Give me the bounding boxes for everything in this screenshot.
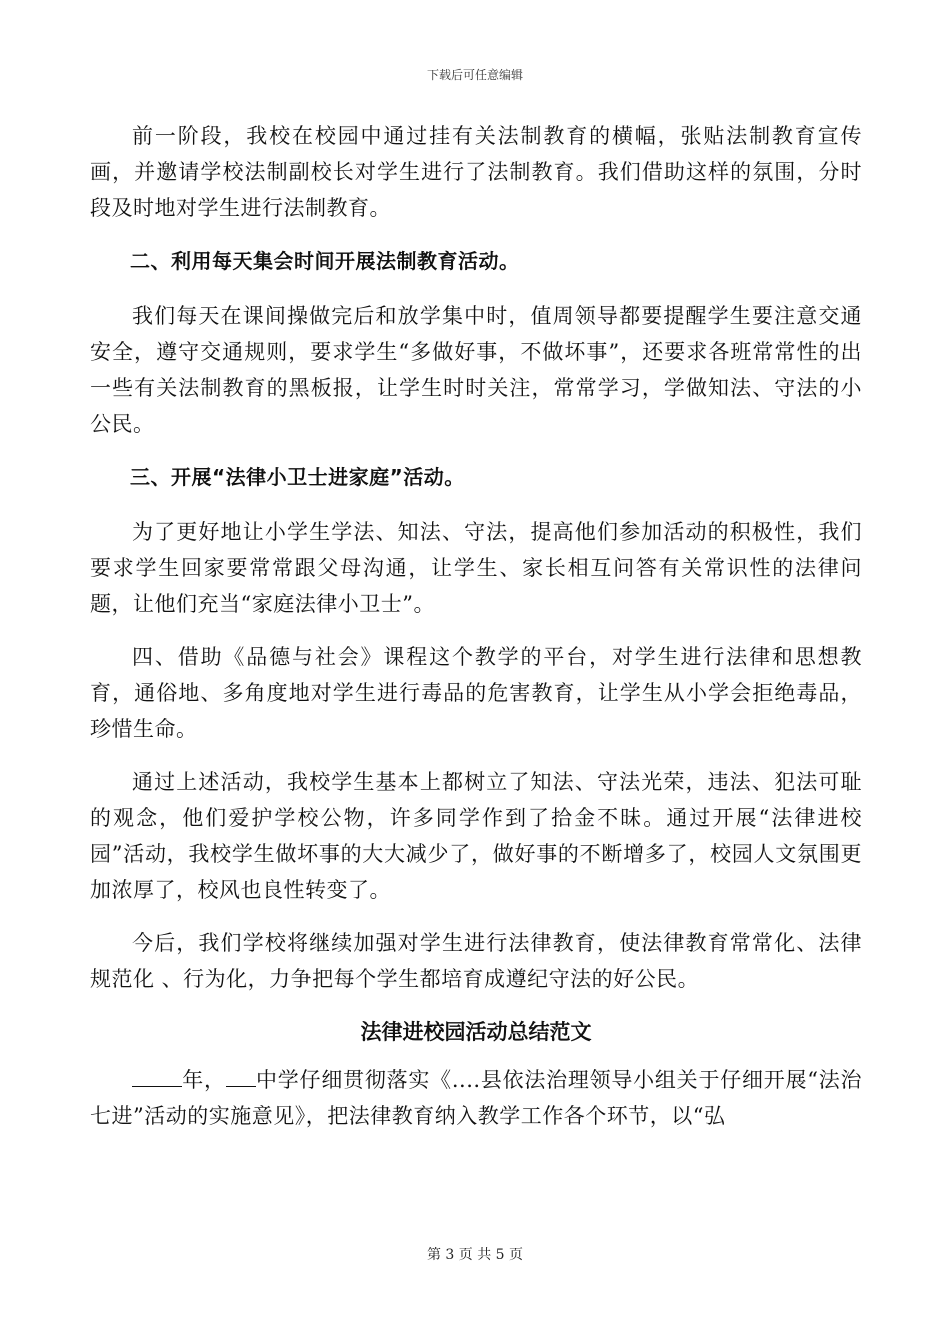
paragraph-intro: 前一阶段，我校在校园中通过挂有关法制教育的横幅，张贴法制教育宣传画，并邀请学校法制副校长对学生进行了法制教育。我们借助这样的氛围，分时段及时地对学生进行法制教育。 — [90, 124, 862, 220]
document-body — [90, 118, 862, 1151]
page-footer: 第 3 页 共 5 页 — [426, 1247, 524, 1263]
paragraph-family-activity: 为了更好地让小学生学法、知法、守法，提高他们参加活动的积极性，我们要求学生回家要常常跟父母沟通，让学生、家长相互问答有关常识性的法律问题，让他们充当“家庭法律小卫士”。 — [90, 520, 862, 616]
paragraph-new-summary — [90, 1062, 862, 1134]
paragraph-future: 今后，我们学校将继续加强对学生进行法律教育，使法律教育常常化、法律规范化 、行为化，力争把每个学生都培育成遵纪守法的好公民。 — [90, 931, 862, 991]
fill-blank-school — [226, 1064, 256, 1087]
paragraph-results: 通过上述活动，我校学生基本上都树立了知法、守法光荣，违法、犯法可耻的观念，他们爱护学校公物，许多同学作到了拾金不昧。通过开展“法律进校园”活动，我校学生做坏事的大大减少了，做好事的不断增多了，校园人文氛围更加浓厚了，校风也良性转变了。 — [90, 770, 862, 902]
page-header: 下载后可任意编辑 — [426, 68, 523, 82]
document-title: 法律进校园活动总结范文 — [360, 1020, 592, 1044]
fill-blank-year — [132, 1064, 182, 1087]
text-body-continuation: 中学仔细贯彻落实《....县依法治理领导小组关于仔细开展“法治七进”活动的实施意见》，把法律教育纳入教学工作各个环节，以“弘 — [90, 1068, 862, 1128]
paragraph-daily-assembly: 我们每天在课间操做完后和放学集中时，值周领导都要提醒学生要注意交通安全，遵守交通规则，要求学生“多做好事，不做坏事”，还要求各班常常性的出一些有关法制教育的黑板报，让学生时时关注，常常学习，学做知法、守法的小公民。 — [90, 304, 862, 436]
section-heading-2: 二、利用每天集会时间开展法制教育活动。 — [130, 249, 520, 273]
section-heading-3: 三、开展“法律小卫士进家庭”活动。 — [130, 465, 465, 489]
text-year-suffix: 年， — [182, 1068, 226, 1092]
paragraph-course-platform: 四、借助《品德与社会》课程这个教学的平台，对学生进行法律和思想教育，通俗地、多角度地对学生进行毒品的危害教育，让学生从小学会拒绝毒品，珍惜生命。 — [90, 645, 862, 741]
